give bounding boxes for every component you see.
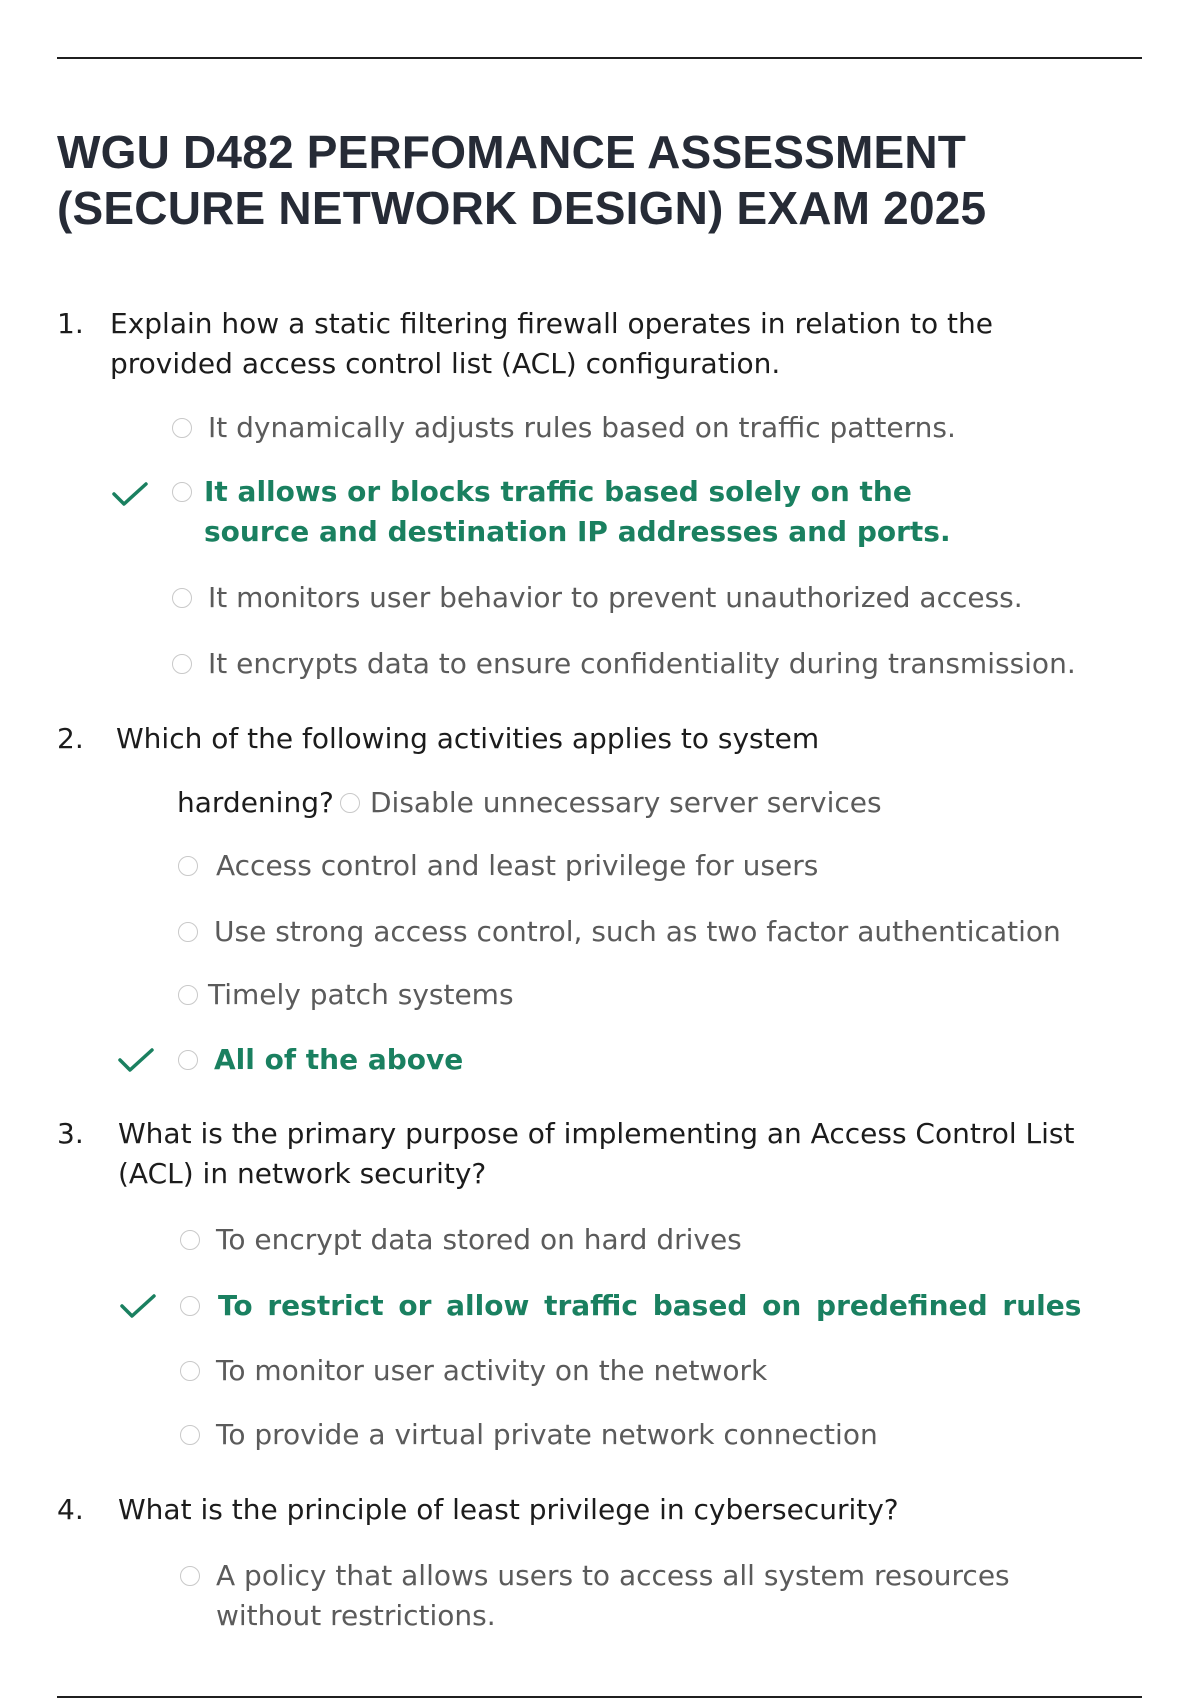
checkmark-icon (118, 1290, 158, 1322)
option-label: Timely patch systems (208, 978, 514, 1011)
radio-circle-icon[interactable] (178, 922, 198, 942)
option-label: To provide a virtual private network connection (216, 1418, 878, 1451)
option-label: It monitors user behavior to prevent unauthorized access. (208, 581, 1023, 614)
question-number: 3. (57, 1117, 84, 1150)
option-label: A policy that allows users to access all system resources without restrictions. (216, 1559, 1010, 1632)
checkmark-icon (110, 478, 150, 510)
option-label: It encrypts data to ensure confidentiality during transmission. (208, 647, 1076, 680)
question-number: 4. (57, 1493, 84, 1526)
question-text: What is the primary purpose of implementing an Access Control List (ACL) in network security? (118, 1117, 1075, 1190)
radio-circle-icon[interactable] (180, 1566, 200, 1586)
top-rule (57, 57, 1142, 59)
option-label: Access control and least privilege for users (216, 849, 819, 882)
question-text: Explain how a static filtering firewall operates in relation to the provided access control list (ACL) configuration. (110, 307, 993, 380)
radio-circle-icon[interactable] (172, 482, 192, 502)
radio-circle-icon[interactable] (178, 1050, 198, 1070)
question-text: What is the principle of least privilege in cybersecurity? (118, 1493, 899, 1526)
document-title: WGU D482 PERFOMANCE ASSESSMENT (SECURE NETWORK DESIGN) EXAM 2025 (57, 126, 987, 234)
option-label: All of the above (214, 1043, 464, 1076)
radio-circle-icon[interactable] (180, 1296, 200, 1316)
radio-circle-icon[interactable] (172, 654, 192, 674)
radio-circle-icon[interactable] (180, 1230, 200, 1250)
question-text: Which of the following activities applies to system (116, 722, 820, 755)
option-label: To monitor user activity on the network (216, 1354, 768, 1387)
question-text-continuation: hardening? (177, 786, 334, 819)
radio-circle-icon[interactable] (172, 418, 192, 438)
option-label: It dynamically adjusts rules based on traffic patterns. (208, 411, 956, 444)
option-label: To encrypt data stored on hard drives (216, 1223, 742, 1256)
radio-circle-icon[interactable] (178, 856, 198, 876)
question-number: 2. (57, 722, 84, 755)
checkmark-icon (116, 1044, 156, 1076)
option-label: Disable unnecessary server services (370, 786, 882, 819)
option-label: Use strong access control, such as two factor authentication (214, 915, 1061, 948)
radio-circle-icon[interactable] (172, 588, 192, 608)
option-label: It allows or blocks traffic based solely on the source and destination IP addresses and ports. (204, 475, 951, 548)
radio-circle-icon[interactable] (180, 1361, 200, 1381)
radio-circle-icon[interactable] (340, 793, 360, 813)
bottom-rule (57, 1696, 1142, 1698)
option-label: To restrict or allow traffic based on predefined rules (218, 1289, 1082, 1322)
radio-circle-icon[interactable] (178, 985, 198, 1005)
radio-circle-icon[interactable] (180, 1425, 200, 1445)
question-number: 1. (57, 307, 84, 340)
